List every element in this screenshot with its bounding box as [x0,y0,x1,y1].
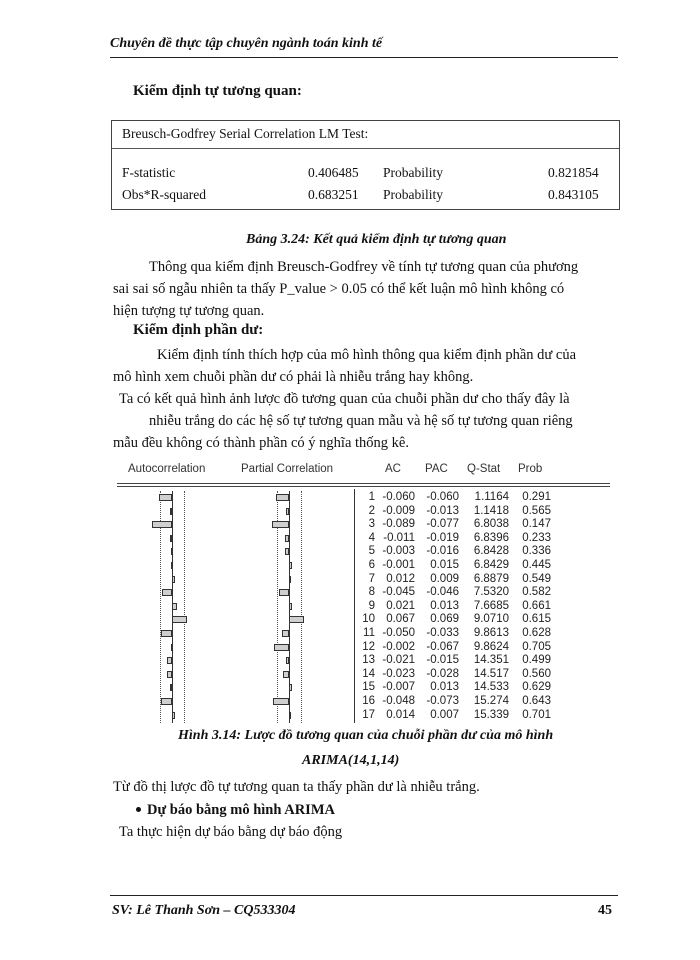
q-stat-value: 1.1164 [474,491,509,503]
lag-value: 4 [368,531,375,544]
pac-bar [274,644,289,651]
q-stat-value: 6.8428 [473,545,509,558]
ac-value: -0.050 [382,627,415,639]
q-stat-value: 14.533 [473,681,509,694]
q-stat-value: 6.8396 [473,531,509,544]
pac-bar [276,494,289,501]
q-stat-value: 14.517 [473,667,509,680]
ac-bar [161,698,172,705]
paragraph-line: Kiểm định tính thích hợp của mô hình thông qua kiểm định phần dư của [157,347,577,363]
ac-value: -0.060 [382,491,415,503]
page-number: 45 [598,903,612,918]
section-heading-autocorrelation: Kiểm định tự tương quan: [133,83,302,99]
pac-value: -0.046 [426,586,459,599]
ac-value: -0.002 [382,640,415,653]
prob-value: 0.445 [522,559,551,571]
prob-value: 0.549 [522,572,551,585]
correlogram-rule-bottom [117,486,610,487]
ac-bar [170,684,172,691]
header-autocorrelation: Autocorrelation [128,463,206,475]
prob-value: 0.629 [522,681,551,694]
pac-bar [289,684,292,691]
pac-bar [289,712,291,719]
prob-value: 0.582 [522,586,551,599]
ac-bar [172,603,177,610]
paragraph-line: Thông qua kiểm định Breusch-Godfrey về tính tự tương quan của phương [149,259,579,275]
ac-value: -0.023 [382,667,415,680]
pac-bar [289,616,304,623]
bullet-heading: Dự báo bằng mô hình ARIMA [147,802,335,818]
lm-prob-label: Probability [383,165,443,180]
bullet-item [136,799,335,821]
prob-value: 0.147 [522,518,551,531]
paragraph-line: mô hình xem chuỗi phần dư có phải là nhiễu trắng hay không. [113,369,474,385]
pac-value: -0.013 [426,504,459,517]
lm-test-table [111,120,620,210]
q-stat-value: 14.351 [473,654,509,667]
ac-value: 0.067 [386,613,415,626]
ac-bar [171,562,173,569]
pac-value: 0.013 [430,681,459,694]
pac-bar [272,521,289,528]
prob-value: 0.628 [522,627,551,639]
ac-bar [167,657,172,664]
pac-value: 0.069 [430,613,459,626]
lm-stat-value: 0.406485 [308,165,359,180]
pac-value: -0.033 [426,627,459,639]
lm-prob-value: 0.843105 [548,187,599,202]
figure-caption: Hình 3.14: Lược đồ tương quan của chuỗi phần dư của mô hình [178,728,554,743]
footer-student: SV: Lê Thanh Sơn – CQ533304 [112,903,296,918]
q-stat-value: 15.274 [473,695,509,707]
lag-value: 7 [368,572,375,585]
ac-bar [161,630,172,637]
footer-rule [110,895,618,896]
pac-value: -0.028 [426,667,459,680]
prob-value: 0.705 [522,640,551,653]
conclusion-text: Từ đồ thị lược đồ tự tương quan ta thấy phần dư là nhiễu trắng. [113,779,480,795]
ac-bar [171,548,173,555]
pac-bar [283,671,289,678]
pac-value: -0.067 [426,640,459,653]
lag-value: 16 [362,695,375,707]
lag-value: 9 [368,599,375,612]
prob-value: 0.499 [522,654,551,667]
ac-bar [172,712,175,719]
ac-value: -0.045 [382,586,415,599]
q-stat-value: 1.1418 [473,504,509,517]
lm-test-title: Breusch-Godfrey Serial Correlation LM Test: [122,126,369,141]
pac-bar [279,589,289,596]
lag-value: 14 [362,667,375,680]
paragraph-line: mẫu đều không có thành phần có ý nghĩa thống kê. [113,435,409,451]
q-stat-value: 9.8613 [473,627,509,639]
lag-value: 5 [368,545,375,558]
correlogram [117,459,617,724]
ac-bar [170,535,172,542]
prob-value: 0.643 [522,695,551,707]
pac-bar [273,698,289,705]
lm-test-row [112,187,619,207]
lm-test-divider [112,148,619,149]
q-stat-value: 15.339 [473,708,509,721]
pacf-confidence-line [301,491,302,723]
lag-value: 6 [368,559,375,571]
lag-value: 13 [362,654,375,667]
lag-value: 17 [362,708,375,721]
q-stat-value: 9.8624 [473,640,509,653]
paragraph-line: nhiễu trắng do các hệ số tự tương quan mẫu và hệ số tự tương quan riêng [149,413,573,429]
lag-value: 2 [368,504,375,517]
lag-value: 15 [362,681,375,694]
q-stat-value: 6.8038 [473,518,509,531]
ac-bar [170,508,172,515]
lm-prob-label: Probability [383,187,443,202]
ac-value: -0.021 [382,654,415,667]
q-stat-value: 6.8879 [473,572,509,585]
pac-value: -0.019 [426,531,459,544]
ac-value: -0.089 [382,518,415,531]
pac-bar [289,562,292,569]
pac-value: -0.015 [426,654,459,667]
header-partial-correlation: Partial Correlation [241,463,334,475]
pac-bar [289,603,292,610]
lag-value: 1 [368,491,375,503]
pac-value: 0.007 [430,708,459,721]
lm-prob-value: 0.821854 [548,165,599,180]
ac-bar [172,616,187,623]
prob-value: 0.701 [522,708,551,721]
paragraph-line: hiện tượng tự tương quan. [113,303,265,319]
pac-value: -0.016 [426,545,459,558]
section-heading-residual: Kiểm định phần dư: [133,322,264,338]
pac-bar [285,548,289,555]
paragraph-line: Ta có kết quả hình ảnh lược đồ tương quan của chuỗi phần dư cho thấy đây là [119,391,570,407]
pac-bar [285,535,289,542]
lag-value: 11 [363,627,375,639]
pac-bar [286,657,289,664]
lag-value: 10 [362,613,375,626]
correlogram-rule-top [117,483,610,484]
lm-stat-label: F-statistic [122,165,176,180]
figure-caption-model: ARIMA(14,1,14) [302,753,400,768]
q-stat-value: 7.6685 [473,599,509,612]
acf-confidence-line [184,491,185,723]
ac-value: 0.021 [386,599,415,612]
q-stat-value: 7.5320 [473,586,509,599]
ac-value: -0.007 [382,681,415,694]
header-rule [110,57,618,58]
prob-value: 0.233 [522,531,551,544]
lm-test-row [112,165,619,185]
pac-bar [289,576,291,583]
header-pac: PAC [425,463,448,475]
table-caption: Bảng 3.24: Kết quả kiểm định tự tương quan [246,232,507,247]
lag-value: 12 [362,640,375,653]
bullet-icon [136,807,141,812]
pac-value: -0.073 [426,695,459,707]
q-stat-value: 9.0710 [473,613,509,626]
prob-value: 0.336 [522,545,551,558]
lag-value: 8 [368,586,375,599]
pac-value: -0.077 [426,518,459,531]
ac-bar [171,644,173,651]
pac-bar [282,630,289,637]
pac-bar [286,508,289,515]
pac-value: 0.013 [430,599,459,612]
ac-value: -0.048 [382,695,415,707]
prob-value: 0.565 [522,504,551,517]
ac-bar [172,576,175,583]
q-stat-value: 6.8429 [473,559,509,571]
lag-value: 3 [368,518,375,531]
ac-value: -0.001 [382,559,415,571]
pac-value: 0.009 [430,572,459,585]
header-q-stat: Q-Stat [467,463,501,475]
ac-bar [167,671,172,678]
header-prob: Prob [518,463,543,475]
lm-stat-value: 0.683251 [308,187,359,202]
prob-value: 0.661 [522,599,551,612]
ac-bar [159,494,172,501]
ac-value: 0.012 [386,572,415,585]
pac-value: 0.015 [430,559,459,571]
ac-value: -0.011 [383,531,415,544]
pac-value: -0.060 [426,491,459,503]
lm-stat-label: Obs*R-squared [122,187,206,202]
paragraph-line: sai sai số ngẫu nhiên ta thấy P_value > 0.05 có thể kết luận mô hình không có [113,281,565,297]
ac-bar [162,589,172,596]
prob-value: 0.291 [522,491,551,503]
ac-value: 0.014 [386,708,415,721]
ac-value: -0.009 [382,504,415,517]
running-header: Chuyên đề thực tập chuyên ngành toán kinh tế [110,36,383,51]
forecast-text: Ta thực hiện dự báo bằng dự báo động [119,824,343,840]
prob-value: 0.560 [522,667,551,680]
header-ac: AC [385,463,401,475]
ac-value: -0.003 [382,545,415,558]
prob-value: 0.615 [522,613,551,626]
ac-bar [152,521,172,528]
